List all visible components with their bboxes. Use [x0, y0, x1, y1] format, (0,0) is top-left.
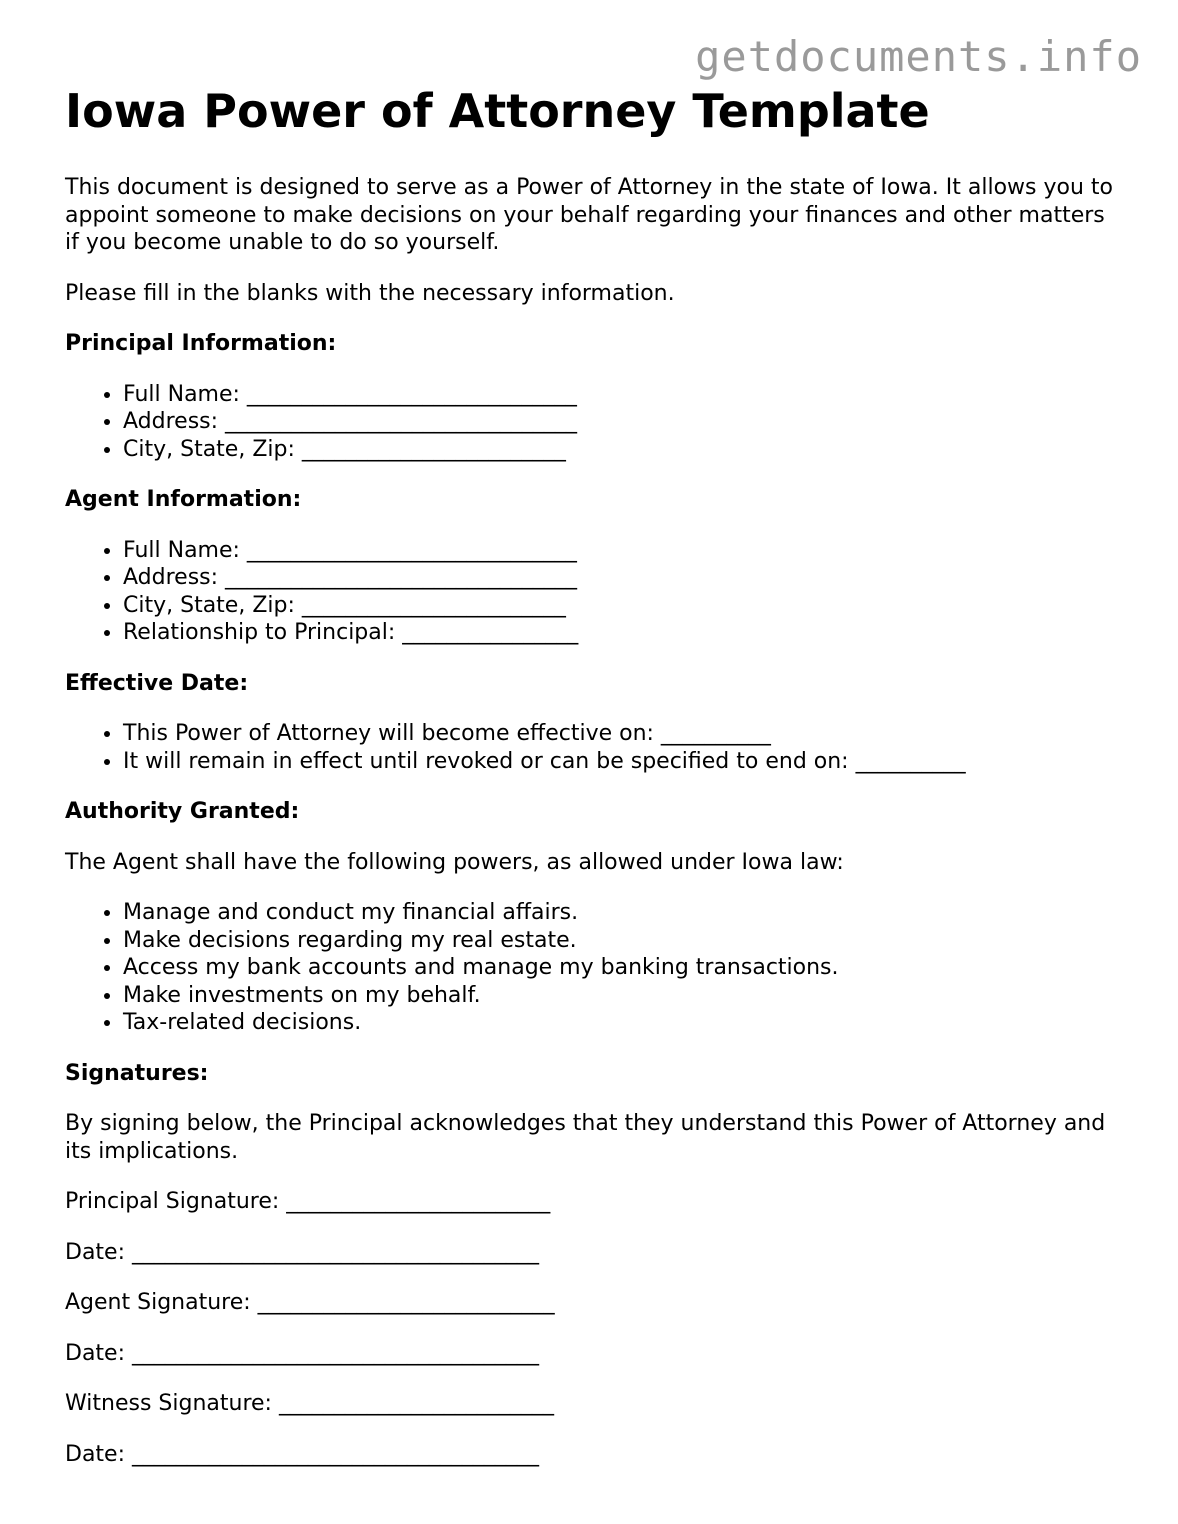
page-title: Iowa Power of Attorney Template [65, 84, 930, 138]
agent-address-line: • Address: ________________________________ [123, 564, 1125, 592]
agent-date-line: Date: _____________________________________ [65, 1340, 539, 1366]
authority-item: • Access my bank accounts and manage my banking transactions. [123, 954, 1125, 982]
document-page [65, 84, 1125, 1468]
signatures-paragraph: By signing below, the Principal acknowledges that they understand this Power of Attorney and its implications. [65, 1111, 1106, 1164]
agent-signature-line: Agent Signature: ___________________________ [65, 1290, 555, 1315]
principal-date-line: Date: _____________________________________ [65, 1239, 539, 1265]
instruction-paragraph: Please fill in the blanks with the necessary information. [65, 280, 675, 306]
principal-heading: Principal Information: [65, 331, 337, 356]
authority-item: • Tax-related decisions. [123, 1009, 1125, 1037]
authority-item: • Make decisions regarding my real estate. [123, 927, 1125, 955]
authority-item: • Manage and conduct my financial affairs. [123, 899, 1125, 927]
principal-signature-line: Principal Signature: ________________________ [65, 1189, 551, 1214]
principal-list [65, 381, 1125, 464]
principal-full-name-line: • Full Name: ______________________________ [123, 381, 1125, 409]
agent-city-state-zip-line: • City, State, Zip: ________________________ [123, 592, 1125, 620]
principal-address-line: • Address: ________________________________ [123, 408, 1125, 436]
agent-full-name-line: • Full Name: ______________________________ [123, 537, 1125, 565]
effective-date-heading: Effective Date: [65, 670, 249, 696]
watermark: getdocuments.info [695, 32, 1142, 81]
authority-item: • Make investments on my behalf. [123, 982, 1125, 1010]
witness-date-line: Date: _____________________________________ [65, 1441, 539, 1467]
signatures-heading: Signatures: [65, 1060, 209, 1086]
authority-paragraph: The Agent shall have the following powers, as allowed under Iowa law: [65, 849, 844, 875]
effective-end-line: • It will remain in effect until revoked or can be specified to end on: __________ [123, 748, 1125, 776]
authority-list [65, 899, 1125, 1037]
agent-list [65, 537, 1125, 647]
witness-signature-line: Witness Signature: _________________________ [65, 1391, 554, 1416]
intro-paragraph: This document is designed to serve as a Power of Attorney in the state of Iowa. It allows you to appoint someone to make decisions on your behalf regarding your finances and other matters if you become unable to do so yourself. [65, 175, 1113, 255]
effective-start-line: • This Power of Attorney will become effective on: __________ [123, 720, 1125, 748]
principal-city-state-zip-line: • City, State, Zip: ________________________ [123, 436, 1125, 464]
authority-heading: Authority Granted: [65, 799, 300, 824]
effective-date-list [65, 720, 1125, 775]
agent-heading: Agent Information: [65, 487, 302, 512]
agent-relationship-line: • Relationship to Principal: ________________ [123, 619, 1125, 647]
